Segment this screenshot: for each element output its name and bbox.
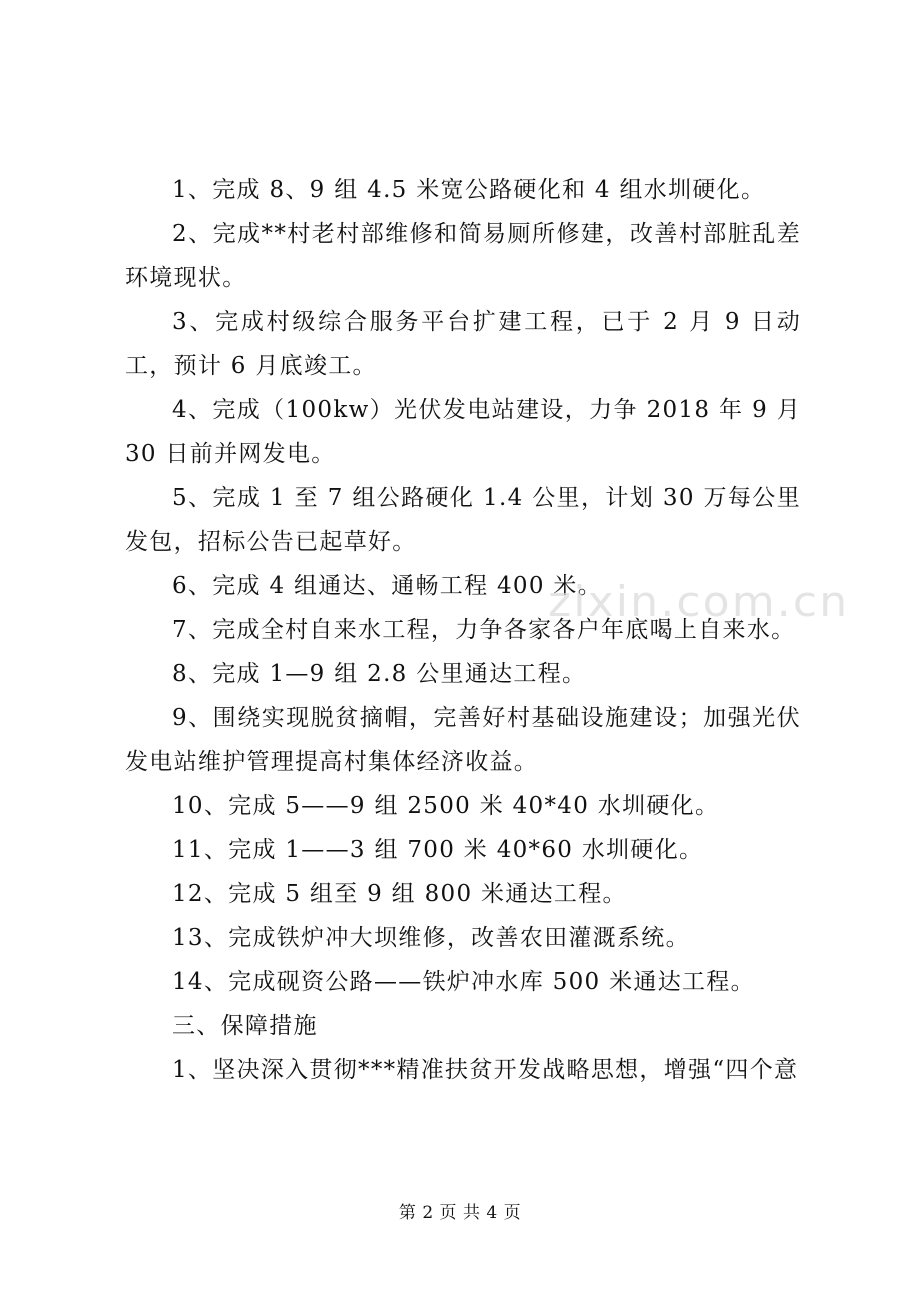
paragraph-10: 10、完成 5——9 组 2500 米 40*40 水圳硬化。 bbox=[172, 793, 720, 819]
paragraph-8: 8、完成 1—9 组 2.8 公里通达工程。 bbox=[172, 661, 587, 687]
paragraph-12: 12、完成 5 组至 9 组 800 米通达工程。 bbox=[172, 881, 627, 907]
paragraph-1: 1、完成 8、9 组 4.5 米宽公路硬化和 4 组水圳硬化。 bbox=[172, 177, 766, 203]
paragraph-9: 9、围绕实现脱贫摘帽，完善好村基础设施建设；加强光伏发电站维护管理提高村集体经济收益。 bbox=[125, 705, 801, 775]
paragraph-6: 6、完成 4 组通达、通畅工程 400 米。 bbox=[172, 573, 603, 599]
paragraph-3: 3、完成村级综合服务平台扩建工程，已于 2 月 9 日动工，预计 6 月底竣工。 bbox=[125, 309, 801, 379]
paragraph-5: 5、完成 1 至 7 组公路硬化 1.4 公里，计划 30 万每公里发包，招标公告已起草好。 bbox=[125, 485, 801, 555]
paragraph-7: 7、完成全村自来水工程，力争各家各户年底喝上自来水。 bbox=[172, 617, 796, 643]
watermark: zixin.com.cn bbox=[548, 577, 850, 626]
paragraph-2: 2、完成**村老村部维修和简易厕所修建，改善村部脏乱差环境现状。 bbox=[125, 221, 801, 291]
paragraph-measures-1: 1、坚决深入贯彻***精准扶贫开发战略思想，增强“四个意 bbox=[172, 1057, 799, 1083]
paragraph-4: 4、完成（100kw）光伏发电站建设，力争 2018 年 9 月 30 日前并网发电。 bbox=[125, 397, 801, 467]
paragraph-11: 11、完成 1——3 组 700 米 40*60 水圳硬化。 bbox=[172, 837, 704, 863]
section-heading: 三、保障措施 bbox=[172, 1013, 318, 1039]
paragraph-14: 14、完成砚资公路——铁炉冲水库 500 米通达工程。 bbox=[172, 969, 755, 995]
page-footer: 第 2 页 共 4 页 bbox=[398, 1203, 522, 1223]
paragraph-13: 13、完成铁炉冲大坝维修，改善农田灌溉系统。 bbox=[172, 925, 690, 951]
document-body bbox=[125, 168, 801, 1092]
